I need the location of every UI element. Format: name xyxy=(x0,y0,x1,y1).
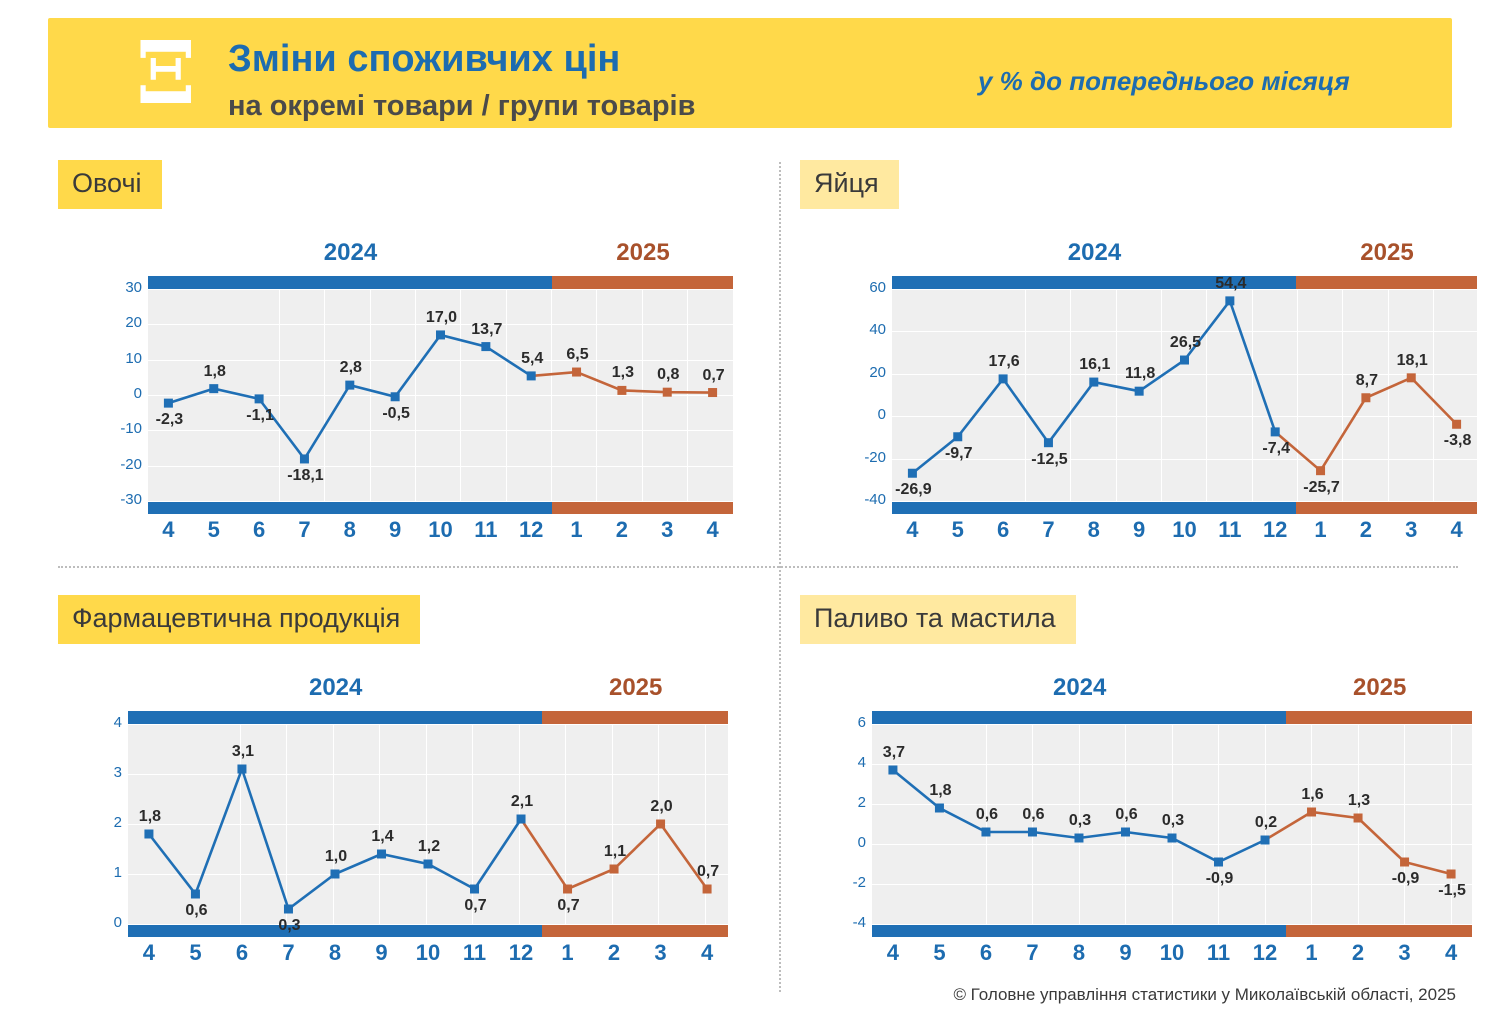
units-note: у % до попереднього місяця xyxy=(978,66,1350,96)
year-label-2025: 2025 xyxy=(1352,674,1407,701)
series-lines xyxy=(58,231,773,561)
x-axis-tick: 9 xyxy=(1133,517,1146,542)
x-axis-tick: 1 xyxy=(1305,940,1318,965)
x-axis-tick: 3 xyxy=(661,517,674,542)
year-label-2024: 2024 xyxy=(1052,674,1107,701)
data-label: 16,1 xyxy=(1079,356,1111,374)
x-axis-tick: 5 xyxy=(933,940,946,965)
x-axis-tick: 10 xyxy=(428,517,453,542)
x-axis-tick: 2 xyxy=(1351,940,1365,965)
y-axis-tick: 0 xyxy=(857,834,866,851)
data-label: 0,3 xyxy=(278,917,301,934)
y-axis-tick: -40 xyxy=(864,491,886,508)
x-axis-tick: 8 xyxy=(343,517,356,542)
x-axis-tick: 1 xyxy=(1314,517,1327,542)
data-label: 1,8 xyxy=(929,782,952,799)
data-label: -2,3 xyxy=(155,411,184,429)
x-axis-tick: 12 xyxy=(1252,940,1278,965)
data-label: 17,6 xyxy=(988,352,1020,370)
y-axis-tick: -2 xyxy=(852,874,866,891)
y-axis-tick: 3 xyxy=(113,764,122,781)
x-axis-tick: 8 xyxy=(1072,940,1086,965)
year-label-2024: 2024 xyxy=(308,674,363,701)
x-axis-tick: 7 xyxy=(1026,940,1039,965)
x-axis-tick: 11 xyxy=(1218,517,1242,542)
x-axis-tick: 4 xyxy=(906,517,919,542)
y-axis-tick: 60 xyxy=(869,279,886,296)
x-axis-tick: 5 xyxy=(189,940,202,965)
data-label: 2,1 xyxy=(510,793,534,810)
x-axis-tick: 11 xyxy=(462,940,487,965)
y-axis-tick: 0 xyxy=(877,406,886,424)
data-label: 1,4 xyxy=(371,828,394,845)
y-axis-tick: 20 xyxy=(125,314,142,332)
data-label: 1,0 xyxy=(324,848,348,865)
series-lines xyxy=(800,231,1500,561)
data-label: -12,5 xyxy=(1031,450,1068,468)
data-label: -0,9 xyxy=(1205,870,1234,887)
y-axis-tick: 40 xyxy=(869,321,886,339)
data-label: 2,8 xyxy=(339,359,362,377)
y-axis-tick: 1 xyxy=(113,864,122,881)
chart-panel-eggs xyxy=(800,160,1500,560)
x-axis-tick: 10 xyxy=(1159,940,1185,965)
year-label-2024: 2024 xyxy=(323,239,378,266)
year-label-2025: 2025 xyxy=(616,239,670,266)
x-axis-tick: 5 xyxy=(951,517,964,542)
data-label: 1,8 xyxy=(203,362,226,380)
x-axis-tick: 1 xyxy=(570,517,583,542)
x-axis-tick: 4 xyxy=(886,940,900,965)
data-label: 0,7 xyxy=(557,897,580,914)
data-label: 1,8 xyxy=(138,808,162,825)
x-axis-tick: 8 xyxy=(1087,517,1100,542)
chart-panel-fuel xyxy=(800,595,1500,995)
x-axis-tick: 3 xyxy=(1398,940,1411,965)
x-axis-tick: 8 xyxy=(328,940,342,965)
x-axis-tick: 6 xyxy=(235,940,249,965)
x-axis-tick: 9 xyxy=(1119,940,1132,965)
page-header xyxy=(48,18,1452,128)
data-label: 5,4 xyxy=(521,349,544,367)
data-label: 17,0 xyxy=(425,308,458,326)
x-axis-tick: 12 xyxy=(518,517,544,542)
data-label: -3,8 xyxy=(1443,432,1472,450)
y-axis-tick: -10 xyxy=(120,420,142,438)
x-axis-tick: 4 xyxy=(1444,940,1458,965)
data-label: 3,7 xyxy=(882,744,906,761)
vertical-divider xyxy=(779,162,781,992)
data-label: 13,7 xyxy=(471,320,503,338)
chart-area-fuel xyxy=(800,666,1500,974)
chart-area-vegetables xyxy=(58,231,758,551)
y-axis-tick: 20 xyxy=(869,363,886,381)
x-axis-tick: 4 xyxy=(706,517,719,542)
data-label: 54,4 xyxy=(1215,274,1247,292)
data-label: 2,0 xyxy=(650,798,673,815)
data-label: 0,7 xyxy=(696,863,720,880)
x-axis-tick: 12 xyxy=(1262,517,1288,542)
data-label: -25,7 xyxy=(1303,478,1340,496)
data-label: 0,6 xyxy=(1115,806,1138,823)
chart-panel-pharma xyxy=(58,595,758,995)
x-axis-tick: 7 xyxy=(298,517,311,542)
data-label: 0,3 xyxy=(1068,812,1092,829)
x-axis-tick: 12 xyxy=(508,940,534,965)
x-axis-tick: 1 xyxy=(561,940,574,965)
x-axis-tick: 5 xyxy=(207,517,220,542)
y-axis-tick: 0 xyxy=(113,914,122,931)
y-axis-tick: -20 xyxy=(120,455,142,473)
data-label: 0,6 xyxy=(185,902,208,919)
year-label-2025: 2025 xyxy=(1360,239,1414,266)
data-label: 1,3 xyxy=(611,364,635,382)
x-axis-tick: 6 xyxy=(979,940,993,965)
x-axis-tick: 9 xyxy=(389,517,402,542)
x-axis-tick: 10 xyxy=(415,940,441,965)
x-axis-tick: 2 xyxy=(607,940,621,965)
copyright-footer: © Головне управління статистики у Миколаївській області, 2025 xyxy=(953,985,1456,1004)
y-axis-tick: 4 xyxy=(857,754,866,771)
y-axis-tick: 30 xyxy=(125,279,142,296)
x-axis-tick: 3 xyxy=(1405,517,1418,542)
chart-title-eggs: Яйця xyxy=(800,160,899,209)
page-subtitle: на окремі товари / групи товарів xyxy=(228,90,696,122)
x-axis-tick: 6 xyxy=(252,517,266,542)
data-label: -1,1 xyxy=(246,406,274,424)
data-label: 6,5 xyxy=(566,346,589,364)
data-label: 0,7 xyxy=(702,366,725,384)
x-axis-tick: 11 xyxy=(474,517,498,542)
data-label: 3,1 xyxy=(231,743,255,760)
y-axis-tick: 2 xyxy=(113,814,122,831)
data-label: 0,2 xyxy=(1254,814,1278,831)
y-axis-tick: 0 xyxy=(133,385,142,402)
x-axis-tick: 7 xyxy=(1042,517,1055,542)
year-label-2025: 2025 xyxy=(608,674,663,701)
data-label: -7,4 xyxy=(1262,439,1290,457)
data-label: 26,5 xyxy=(1169,334,1202,352)
data-label: 11,8 xyxy=(1125,365,1156,383)
y-axis-tick: -4 xyxy=(852,914,866,931)
x-axis-tick: 4 xyxy=(700,940,714,965)
year-label-2024: 2024 xyxy=(1067,239,1122,266)
y-axis-tick: 6 xyxy=(857,714,866,731)
data-label: 0,6 xyxy=(975,806,999,823)
data-label: 18,1 xyxy=(1396,351,1428,369)
x-axis-tick: 7 xyxy=(282,940,295,965)
data-label: -1,5 xyxy=(1438,882,1466,899)
chart-title-fuel: Паливо та мастила xyxy=(800,595,1076,644)
x-axis-tick: 3 xyxy=(654,940,667,965)
data-label: 1,1 xyxy=(603,843,627,860)
y-axis-tick: 10 xyxy=(125,349,142,367)
horizontal-divider xyxy=(58,566,1458,568)
x-axis-tick: 2 xyxy=(615,517,629,542)
data-label: 8,7 xyxy=(1355,371,1379,389)
data-label: 0,3 xyxy=(1161,812,1185,829)
logo-icon: Ξ xyxy=(135,23,195,124)
x-axis-tick: 4 xyxy=(142,940,156,965)
data-label: 1,6 xyxy=(1301,786,1324,803)
x-axis-tick: 2 xyxy=(1359,517,1373,542)
x-axis-tick: 6 xyxy=(996,517,1010,542)
data-label: -0,5 xyxy=(382,404,410,422)
chart-area-pharma xyxy=(58,666,758,974)
chart-area-eggs xyxy=(800,231,1500,551)
data-label: 0,7 xyxy=(464,897,487,914)
x-axis-tick: 4 xyxy=(1450,517,1463,542)
data-label: -26,9 xyxy=(895,481,932,499)
data-label: -9,7 xyxy=(944,444,973,462)
data-label: 1,3 xyxy=(1347,792,1371,809)
x-axis-tick: 4 xyxy=(162,517,175,542)
y-axis-tick: 4 xyxy=(113,714,122,731)
x-axis-tick: 11 xyxy=(1206,940,1231,965)
y-axis-tick: -20 xyxy=(864,448,886,466)
page-title: Зміни споживчих цін xyxy=(228,38,621,80)
data-label: 0,6 xyxy=(1022,806,1045,823)
y-axis-tick: 2 xyxy=(857,794,866,811)
data-label: -0,9 xyxy=(1391,870,1420,887)
chart-panel-vegetables xyxy=(58,160,758,560)
x-axis-tick: 9 xyxy=(375,940,388,965)
data-label: 1,2 xyxy=(417,838,441,855)
y-axis-tick: -30 xyxy=(120,491,142,508)
data-label: 0,8 xyxy=(657,366,680,384)
data-label: -18,1 xyxy=(287,466,324,484)
chart-title-pharma: Фармацевтична продукція xyxy=(58,595,420,644)
chart-title-vegetables: Овочі xyxy=(58,160,162,209)
x-axis-tick: 10 xyxy=(1172,517,1197,542)
